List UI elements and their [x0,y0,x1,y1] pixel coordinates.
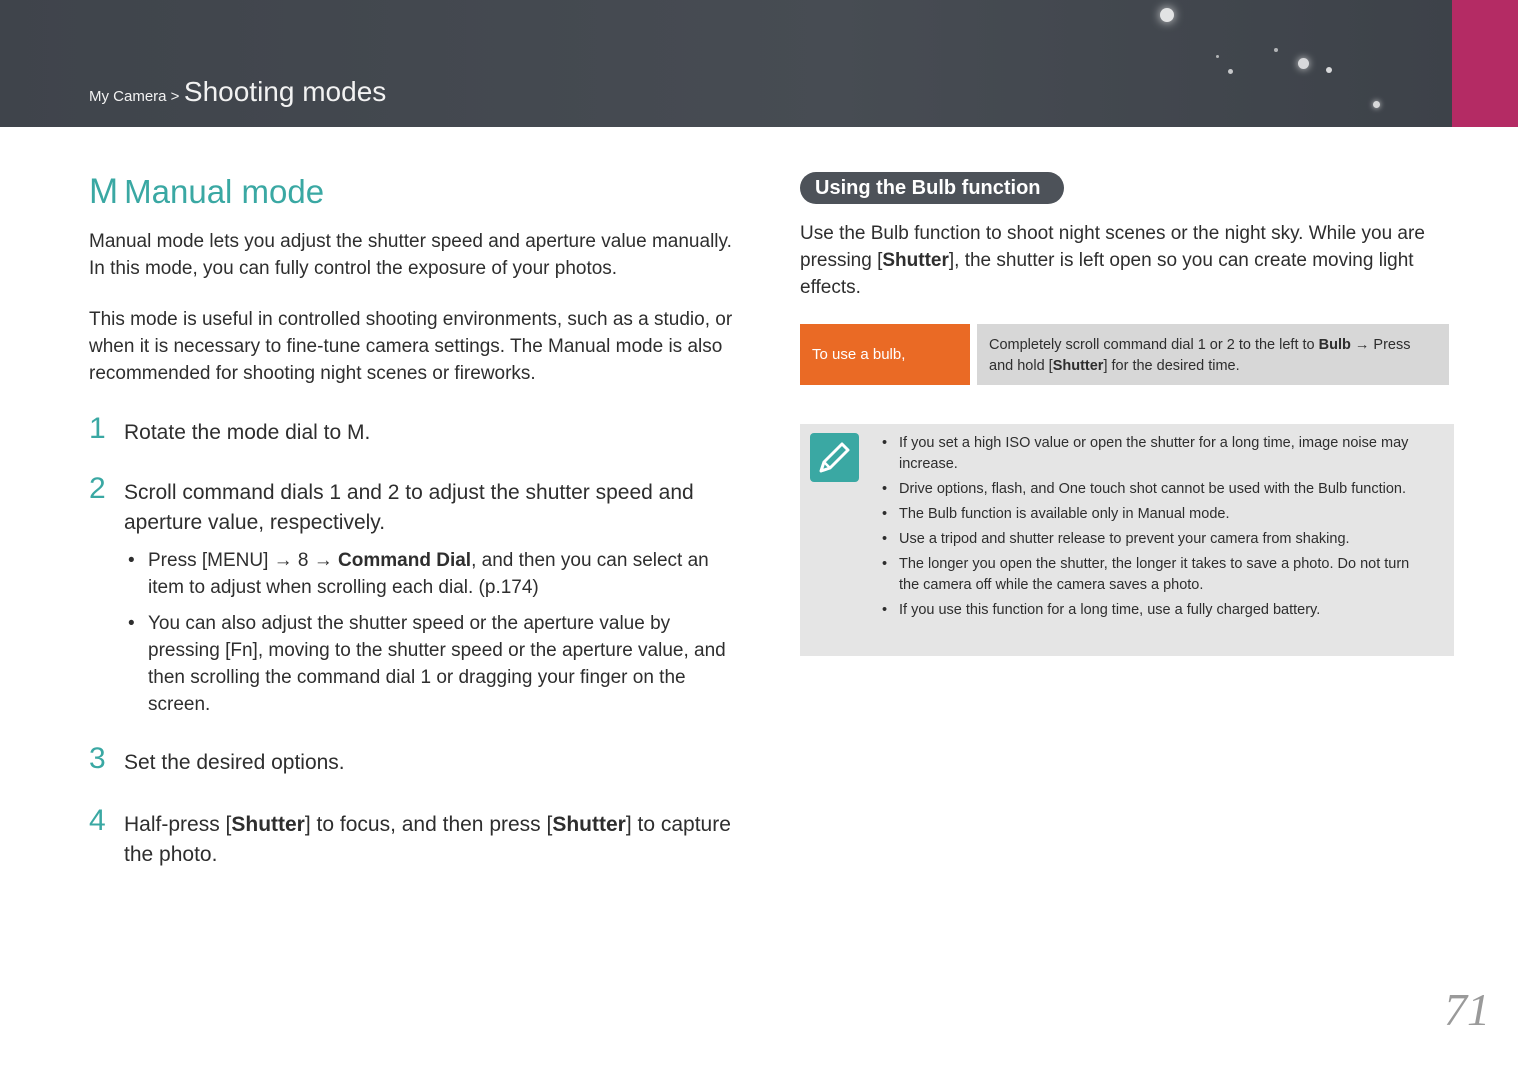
note-item [882,479,1427,500]
note-text: The longer you open the shutter, the longer it takes to save a photo. Do not turn the camera off while the camera saves a photo. [899,556,1410,593]
sparkle-decoration [1373,101,1380,108]
step-text: Scroll command dials 1 and 2 to adjust the shutter speed and aperture value, respectively. [124,481,694,534]
sparkle-decoration [1274,48,1278,52]
bulb-desc-part: Use the Bulb function to shoot night scenes or the night sky. While you are pressing [ [800,223,1425,271]
breadcrumb [89,76,386,108]
bullet-dot: • [882,602,888,618]
step-text-part: ] to capture the photo. [124,813,731,866]
page-number: 71 [1444,984,1490,1035]
sparkle-decoration [1298,58,1309,69]
bulb-description [800,220,1455,301]
step-text-part: ] to focus, and then press [ [304,813,553,836]
breadcrumb-parent[interactable]: My Camera > [89,88,180,105]
breadcrumb-current: Shooting modes [183,76,387,107]
note-text: If you use this function for a long time, use a fully charged battery. [899,602,1321,618]
bullet-dot: • [128,550,135,571]
header-accent-bar [1452,0,1518,127]
pencil-note-icon [810,433,859,482]
note-item [882,554,1427,596]
sparkle-decoration [1228,69,1233,74]
shutter-label: Shutter [882,250,949,271]
section-title-text: Manual mode [124,173,325,210]
step-text: Set the desired options. [124,751,345,774]
note-item [882,529,1427,550]
section-title [89,172,324,212]
bulb-desc-part: ], the shutter is left open so you can create moving light effects. [800,250,1414,298]
bullet-dot: • [882,435,888,451]
bullet-dot: • [882,556,888,572]
shutter-label: Shutter [552,813,626,836]
step-text: Rotate the mode dial to M. [124,421,371,444]
bulb-section-heading: Using the Bulb function [800,172,1064,204]
bullet-dot: • [882,531,888,547]
bullet-dot: • [882,506,888,522]
step-number: 2 [89,472,106,505]
step-text [124,810,734,870]
note-text: If you set a high ISO value or open the shutter for a long time, image noise may increase. [899,435,1409,472]
howto-part: ] for the desired time. [1103,358,1240,374]
howto-part: → Press and hold [ [989,337,1411,374]
sparkle-decoration [1326,67,1332,73]
bullet-dot: • [128,613,135,634]
page-header [0,0,1518,127]
note-text: Drive options, flash, and One touch shot cannot be used with the Bulb function. [899,481,1407,497]
note-item [882,433,1427,475]
howto-label-box: To use a bulb, [800,324,970,385]
note-text: Use a tripod and shutter release to prevent your camera from shaking. [899,531,1350,547]
arrow-text: → [308,550,339,571]
sparkle-decoration [1216,55,1219,58]
howto-instructions-box [977,324,1449,385]
note-item [882,504,1427,525]
command-dial-label: Command Dial [338,550,472,571]
bullet-dot: • [882,481,888,497]
bulb-label: Bulb [1318,337,1351,353]
step-number: 4 [89,804,106,837]
note-text: The Bulb function is available only in Manual mode. [899,506,1230,522]
step-text-part: Half-press [ [124,813,232,836]
note-item [882,600,1427,621]
howto-part: Completely scroll command dial 1 or 2 to the left to [989,337,1319,353]
note-list [882,433,1427,625]
shutter-label: Shutter [1052,358,1104,374]
bullet-text [148,547,728,601]
intro-paragraph: Manual mode lets you adjust the shutter speed and aperture value manually. In this mode, you can fully control the exposure of your photos. [89,231,732,279]
bullet-text-post: , and then you can select an item to adjust when scrolling each dial. (p.174) [148,550,709,598]
bullet-text-pre: Press [MENU] → [148,550,298,571]
note-box [800,424,1454,656]
mode-letter-icon: M [89,172,119,211]
step-number: 3 [89,742,106,775]
shutter-label: Shutter [231,813,305,836]
bullet-text: You can also adjust the shutter speed or the aperture value by pressing [Fn], moving to the shutter speed or the aperture value, and then scrolling the command dial 1 or dragging your finger on the screen. [148,613,726,715]
sparkle-decoration [1160,8,1174,22]
step-number: 1 [89,412,106,445]
usage-paragraph: This mode is useful in controlled shooting environments, such as a studio, or when it is necessary to fine-tune camera settings. The Manual mode is also recommended for shooting night scenes or fireworks. [89,309,733,384]
camera-settings-icon: 8 [297,550,309,571]
